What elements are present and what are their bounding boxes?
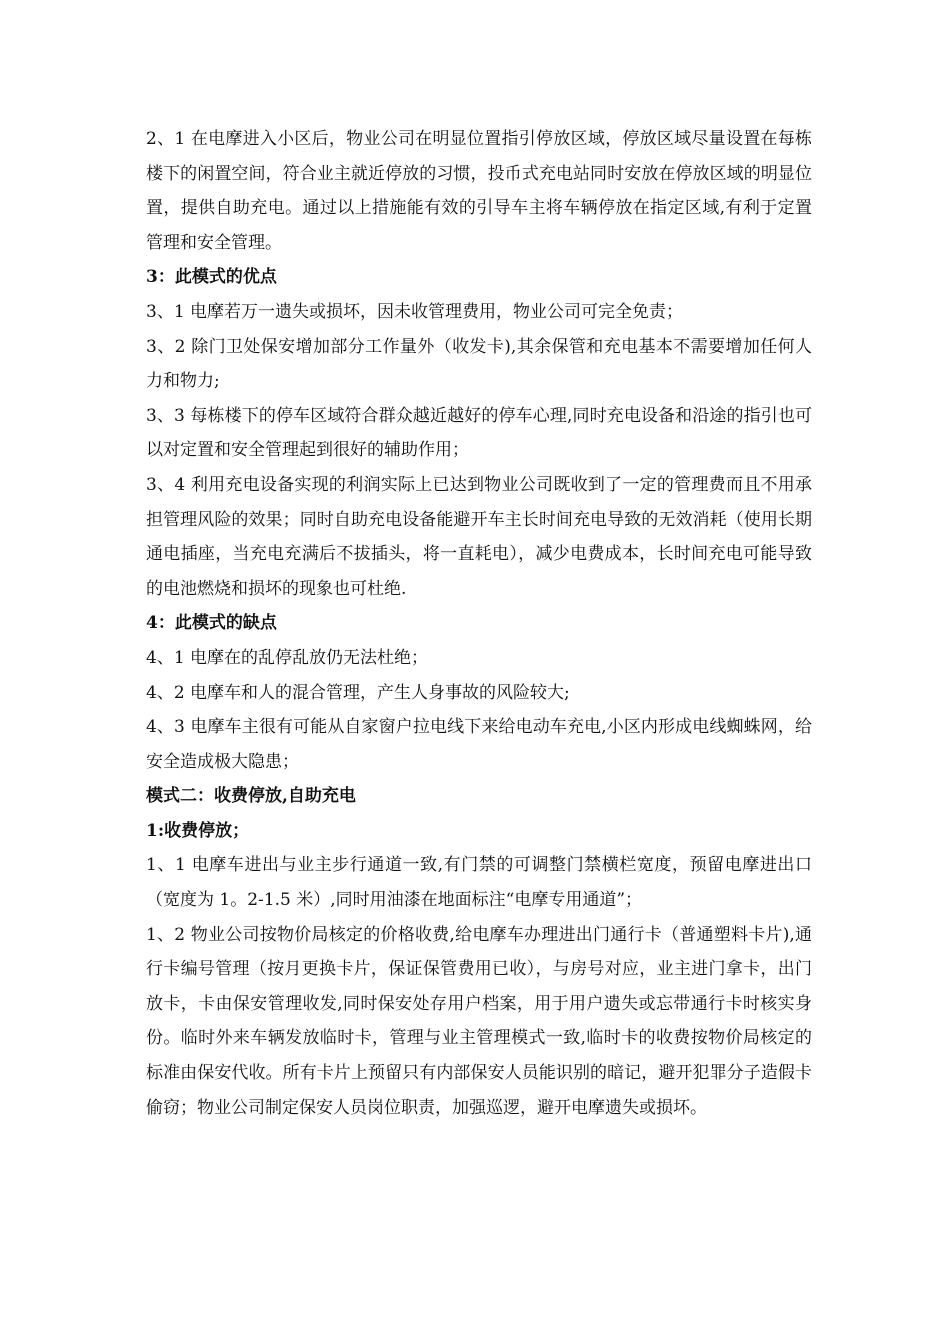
heading-advantages: 3：此模式的优点 xyxy=(146,267,277,288)
heading-disadvantages: 4：此模式的缺点 xyxy=(146,613,277,634)
paragraph-1-2: 1、2 物业公司按物价局核定的价格收费,给电摩车办理进出门通行卡（普通塑料卡片),通行卡编号管理（按月更换卡片，保证保管费用已收），与房号对应，业主进门拿卡，出门放卡，卡由保安管理收发,同时保安处存用户档案，用于用户遗失或忘带通行卡时核实身份。临时外来车辆发放临时卡，管理与业主管理模式一致,临时卡的收费按物价局核定的标准由保安代收。所有卡片上预留只有内部保安人员能识别的暗记，避开犯罪分子造假卡偷窃；物业公司制定保安人员岗位职责，加强巡逻，避开电摩遗失或损坏。 xyxy=(146,924,812,1118)
paragraph-3-2: 3、2 除门卫处保安增加部分工作量外（收发卡),其余保管和充电基本不需要增加任何人力和物力; xyxy=(146,336,812,392)
paragraph-3-4: 3、4 利用充电设备实现的利润实际上已达到物业公司既收到了一定的管理费而且不用承担管理风险的效果；同时自助充电设备能避开车主长时间充电导致的无效消耗（使用长期通电插座，当充电充满后不拔插头，将一直耗电），减少电费成本，长时间充电可能导致的电池燃烧和损坏的现象也可杜绝. xyxy=(146,474,812,599)
paragraph-3-1: 3、1 电摩若万一遗失或损坏，因未收管理费用，物业公司可完全免责； xyxy=(146,301,684,322)
paragraph-1-1: 1、1 电摩车进出与业主步行通道一致,有门禁的可调整门禁横栏宽度，预留电摩进出口（宽度为 1。2-1.5 米）,同时用油漆在地面标注“电摩专用通道”； xyxy=(146,855,812,911)
heading-mode-two: 模式二：收费停放,自助充电 xyxy=(146,786,356,807)
heading-paid-parking: 1:收费停放； xyxy=(146,820,250,841)
paragraph-4-2: 4、2 电摩车和人的混合管理，产生人身事故的风险较大; xyxy=(146,682,570,703)
paragraph-4-1: 4、1 电摩在的乱停乱放仍无法杜绝； xyxy=(146,647,429,668)
paragraph-2-1: 2、1 在电摩进入小区后，物业公司在明显位置指引停放区域，停放区域尽量设置在每栋楼下的闲置空间，符合业主就近停放的习惯，投币式充电站同时安放在停放区域的明显位置，提供自助充电。通过以上措施能有效的引导车主将车辆停放在指定区域,有利于定置管理和安全管理。 xyxy=(146,129,812,253)
paragraph-3-3: 3、3 每栋楼下的停车区域符合群众越近越好的停车心理,同时充电设备和沿途的指引也可以对定置和安全管理起到很好的辅助作用； xyxy=(146,405,812,461)
document-body xyxy=(146,122,812,1125)
paragraph-4-3: 4、3 电摩车主很有可能从自家窗户拉电线下来给电动车充电,小区内形成电线蜘蛛网，给安全造成极大隐患； xyxy=(146,717,812,772)
